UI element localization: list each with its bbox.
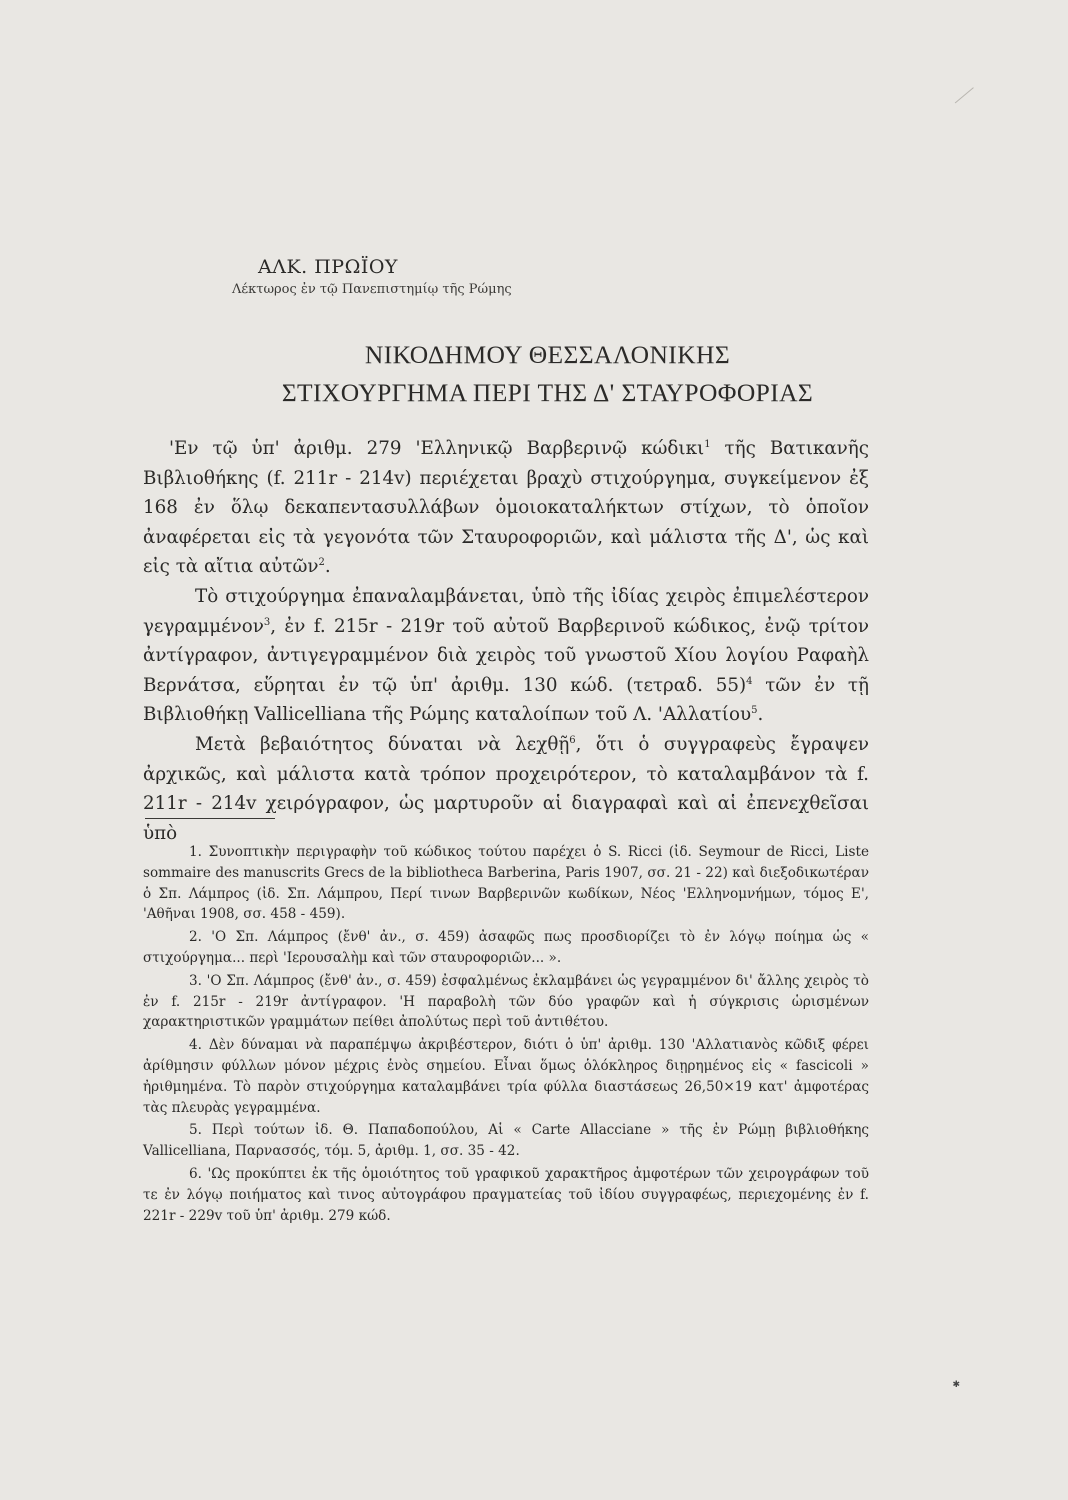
paragraph-1-text-a: 'Εν τῷ ὑπ' ἀριθμ. 279 'Ελληνικῷ Βαρβερινῷ κώδικι [169,438,705,459]
footnote-6: 6. 'Ως προκύπτει ἐκ τῆς ὁμοιότητος τοῦ γραφικοῦ χαρακτῆρος ἀμφοτέρων τῶν χειρογράφων τοῦ τε ἐν λόγῳ ποιήματος καὶ τινος αὐτογράφου πραγματείας τοῦ ἰδίου συγγραφέως, περιεχομένης ἐν f. 221r - 229v τοῦ ὑπ' ἀριθμ. 279 κώδ. [143,1165,869,1224]
footnote-5: 5. Περὶ τούτων ἰδ. Θ. Παπαδοπούλου, Αἱ « Carte Allacciane » τῆς ἐν Ρώμῃ βιβλιοθήκης Vallicelliana, Παρνασσός, τόμ. 5, ἀριθμ. 1, σσ. 35 - 42. [143,1122,869,1160]
paragraph-1-text-c: . [324,556,331,578]
paragraph-2-text-b: , ἐν f. 215r - 219r τοῦ αὐτοῦ Βαρβερινοῦ κώδικος, ἐνῷ τρίτον ἀντίγραφον, ἀντιγεγραμμένον διὰ χειρὸς τοῦ γνωστοῦ Χίου λογίου Ραφαὴλ Βερνάτσα, εὕρηται ἐν τῷ ὑπ' ἀριθμ. 130 κώδ. (τετραδ. 55) [143,615,869,696]
ink-mark: ✱ [952,1380,960,1390]
footnote-ref-4: 4 [746,675,753,687]
paragraph-3-text-b: , ὅτι ὁ συγγραφεὺς ἔγραψεν ἀρχικῶς, καὶ μάλιστα κατὰ τρόπον προχειρότερον, τὸ καταλαμβάνον τὰ f. 211r - 214v χειρόγραφον, ὡς μαρτυροῦν αἱ διαγραφαὶ καὶ αἱ ἐπενεχθεῖσαι ὑπὸ [143,733,869,844]
footnote-ref-6: 6 [569,734,576,746]
paragraph-2-text-d: . [757,704,764,726]
footnote-4: 4. Δὲν δύναμαι νὰ παραπέμψω ἀκριβέστερον, διότι ὁ ὑπ' ἀριθμ. 130 'Αλλατιανὸς κῶδιξ φέρει ἀρίθμησιν φύλλων μόνον μέχρις ἑνὸς σημείου. Εἶναι ὅμως ὁλόκληρος διῃρημένος εἰς « fascicoli » ἠριθμημένα. Τὸ παρὸν στιχούργημα καταλαμβάνει τρία φύλλα διαστάσεως 26,50×19 κατ' ἀμφοτέρας τὰς πλευρὰς γεγραμμένα. [143,1037,869,1116]
footnote-ref-1: 1 [704,438,711,450]
article-title-line-2: ΣΤΙΧΟΥΡΓΗΜΑ ΠΕΡΙ ΤΗΣ Δ' ΣΤΑΥΡΟΦΟΡΙΑΣ [281,378,814,407]
footnote-ref-2: 2 [318,557,325,569]
paragraph-1-text-b: τῆς Βατικανῆς Βιβλιοθήκης (f. 211r - 214v) περιέχεται βραχὺ στιχούργημα, συγκείμενον ἐξ 168 ἐν ὅλῳ δεκαπεντασυλλάβων ὁμοιοκαταλήκτων στίχων, τὸ ὁποῖον ἀναφέρεται εἰς τὰ γεγονότα τῶν Σταυροφοριῶν, καὶ μάλιστα τῆς Δ', ὡς καὶ εἰς τὰ αἴτια αὐτῶν [143,438,869,578]
footnote-3: 3. 'Ο Σπ. Λάμπρος (ἔνθ' ἀν., σ. 459) ἐσφαλμένως ἐκλαμβάνει ὡς γεγραμμένον δι' ἄλλης χειρὸς τὸ ἐν f. 215r - 219r ἀντίγραφον. 'Η παραβολὴ τῶν δύο γραφῶν καὶ ἡ σύγκρισις ὡρισμένων χαρακτηριστικῶν γραμμάτων πείθει ἀπολύτως περὶ τοῦ ἀντιθέτου. [143,972,869,1031]
author-affiliation: Λέκτωρος ἐν τῷ Πανεπιστημίῳ τῆς Ρώμης [232,282,512,297]
paragraph-2-text-c: τῶν ἐν τῇ Βιβλιοθήκῃ Vallicelliana τῆς Ρώμης καταλοίπων τοῦ Λ. 'Αλλατίου [143,674,869,726]
footnote-ref-3: 3 [263,616,271,628]
page-crease [955,87,989,122]
footnotes [143,842,869,1228]
footnote-separator [145,818,275,819]
article-title-line-1: ΝΙΚΟΔΗΜΟΥ ΘΕΣΣΑΛΟΝΙΚΗΣ [364,340,731,369]
footnote-1: 1. Συνοπτικὴν περιγραφὴν τοῦ κώδικος τούτου παρέχει ὁ S. Ricci (ἰδ. Seymour de Ricci, Liste sommaire des manuscrits Grecs de la bibliotheca Barberina, Paris 1907, σσ. 21 - 22) καὶ διεξοδικωτέραν ὁ Σπ. Λάμπρος (ἰδ. Σπ. Λάμπρου, Περί τινων Βαρβερινῶν κωδίκων, Νέος 'Ελληνομνήμων, τόμος Ε', 'Αθῆναι 1908, σσ. 458 - 459). [143,844,869,923]
paragraph-3 [143,730,869,848]
paragraph-1 [143,434,869,582]
footnote-2: 2. 'Ο Σπ. Λάμπρος (ἔνθ' ἀν., σ. 459) ἀσαφῶς πως προσδιορίζει τὸ ἐν λόγῳ ποίημα ὡς « στιχούργημα... περὶ 'Ιερουσαλὴμ καὶ τῶν σταυροφοριῶν... ». [143,929,869,966]
paragraph-3-text-a: Μετὰ βεβαιότητος δύναται νὰ λεχθῇ [195,733,570,755]
footnote-ref-5: 5 [751,705,758,717]
author-name: ΑΛΚ. ΠΡΩΪΟΥ [258,256,398,278]
paragraph-2-text-a: Τὸ στιχούργημα ἐπαναλαμβάνεται, ὑπὸ τῆς ἰδίας χειρὸς ἐπιμελέστερον γεγραμμένον [143,585,869,637]
main-text [143,434,869,848]
paragraph-2 [143,582,869,730]
